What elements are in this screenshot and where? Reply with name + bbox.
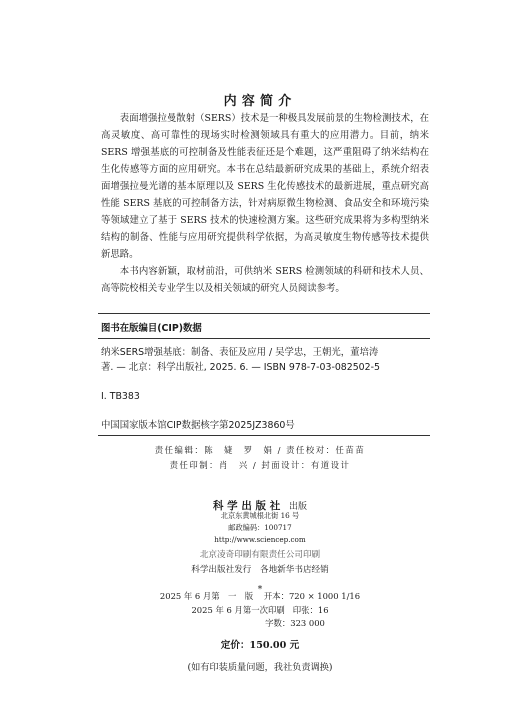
distribution: 科学出版社发行 各地新华书店经销 [191, 565, 329, 575]
cip-heading: 图书在版编目(CIP)数据 [101, 323, 202, 334]
separator-bottom [98, 435, 430, 436]
publisher-postcode: 邮政编码：100717 [228, 523, 292, 532]
publisher-name: 科学出版社 [213, 500, 284, 512]
cip-entry-line-1: 纳米SERS增强基底：制备、表征及应用 / 吴学忠，王朝光，董培涛 [101, 347, 379, 358]
editors-block [0, 443, 520, 473]
quality-notice: (如有印装质量问题，我社负责调换) [187, 662, 333, 673]
cip-data-number: 中国国家版本馆CIP数据核字第2025JZ3860号 [101, 420, 295, 431]
publisher-website: http://www.sciencep.com [214, 535, 306, 544]
summary-paragraph-2: 本书内容新颖，取材前沿，可供纳米 SERS 检测领域的科研和技术人员、高等院校相关专业学生以及相关领域的研究人员阅读参考。 [101, 266, 429, 294]
printer-name: 北京凌奇印刷有限责任公司印刷 [199, 550, 321, 560]
cip-classification-block [101, 391, 431, 402]
specs-row-2 [0, 604, 520, 618]
edition-date: 2025 年 6 月第 一 版 [159, 591, 254, 601]
specs-row-3 [0, 617, 520, 631]
publisher-contact [0, 510, 520, 546]
content-summary [101, 110, 429, 297]
star-mark: * [257, 585, 263, 595]
print-specs [0, 590, 520, 631]
editors-line-2: 责任印制：肖 兴 / 封面设计：有道设计 [169, 460, 351, 470]
cip-heading-block [101, 320, 431, 334]
content-summary-heading: 内容简介 [223, 94, 297, 109]
print-sheets: 印张：16 [292, 604, 329, 615]
cip-entry-line-2: 著. — 北京：科学出版社, 2025. 6. — ISBN 978-7-03-082502-5 [101, 362, 380, 373]
price: 定价：150.00 元 [220, 640, 300, 651]
cip-data-number-block [101, 417, 431, 431]
print-date: 2025 年 6 月第一次印刷 [191, 604, 285, 615]
separator-cip [98, 338, 430, 339]
distribution-block [0, 563, 520, 575]
publisher-name-suffix: 出版 [288, 502, 307, 512]
separator-top [98, 313, 430, 314]
printer-block [0, 548, 520, 560]
summary-paragraph-1: 表面增强拉曼散射（SERS）技术是一种极具发展前景的生物检测技术，在高灵敏度、高可靠性的现场实时检测领域具有重大的应用潜力。目前，纳米 SERS 增强基底的可控制备及性能表征还是个难题，这严重阻碍了纳米结构在生化传感等方面的应用研究。本书在总结最新研究成果的基础上，系统介绍表面增强拉曼光谱的基本原理以及 SERS 生化传感技术的最新进展，重点研究高性能 SERS 基底的可控制备方法，针对病原微生物检测、食品安全和环境污染等领域建立了基于 SERS 技术的快速检测方案。这些研究成果将为多构型纳米结构的制备、性能与应用研究提供科学依据，为高灵敏度生物传感等技术提供新思路。 [101, 113, 429, 260]
word-count: 字数：323 000 [265, 618, 325, 628]
cip-classification: Ⅰ. TB383 [101, 391, 140, 402]
cip-entry [101, 345, 431, 375]
specs-row-1 [0, 590, 520, 604]
publisher-address: 北京东黄城根北街 16 号 [220, 511, 300, 520]
book-format: 开本：720 × 1000 1/16 [263, 591, 361, 601]
editors-line-1: 责任编辑：陈 婕 罗 娟 / 责任校对：任苗苗 [154, 445, 366, 455]
